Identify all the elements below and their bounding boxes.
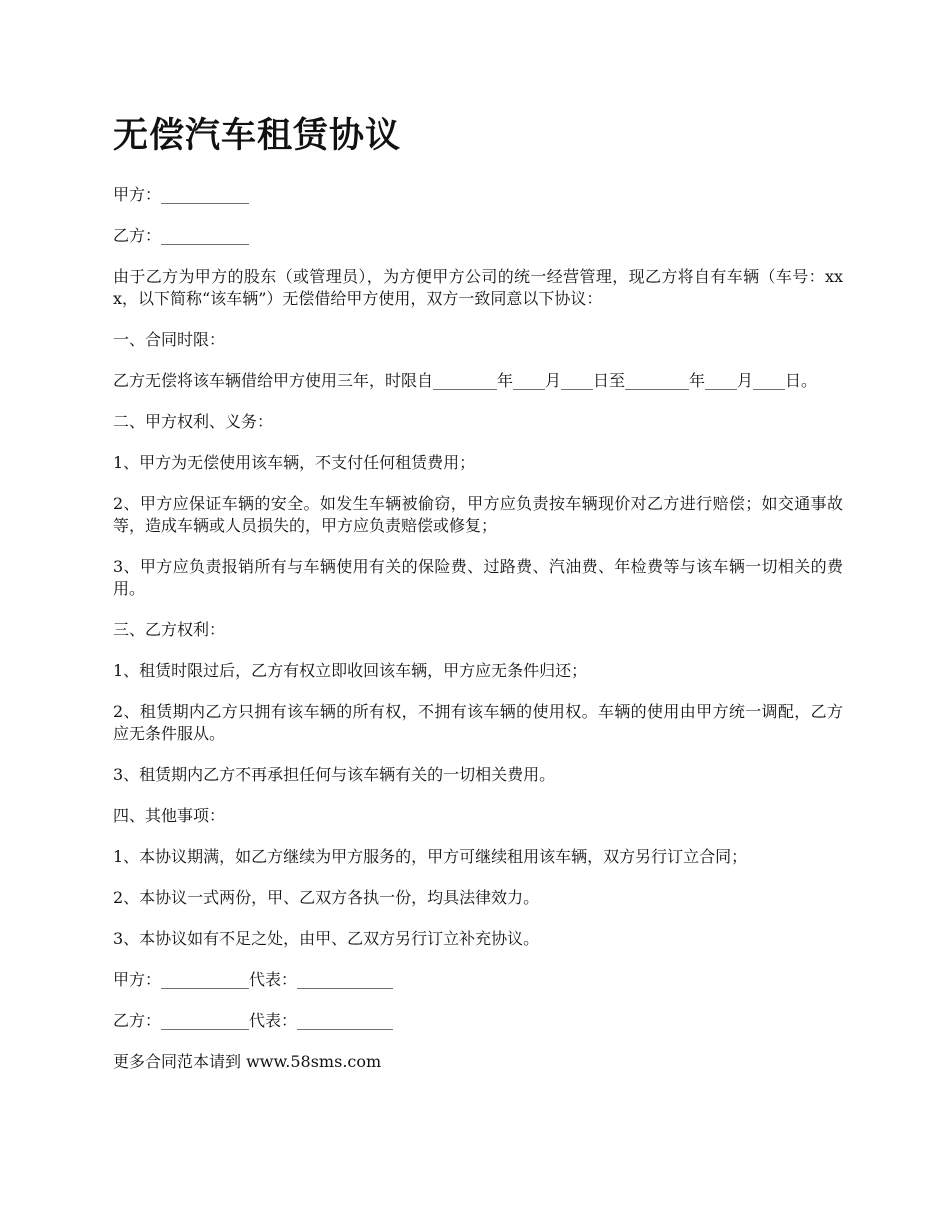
section-4-item-1: 1、本协议期满，如乙方继续为甲方服务的，甲方可继续租用该车辆，双方另行订立合同； [113, 847, 748, 866]
section-3-heading: 三、乙方权利： [113, 620, 226, 639]
document-page [113, 112, 843, 1092]
section-2-item-2: 2、甲方应保证车辆的安全。如发生车辆被偷窃，甲方应负责按车辆现价对乙方进行赔偿；如交通事故等，造成车辆或人员损失的，甲方应负责赔偿或修复； [113, 494, 843, 535]
document-title: 无偿汽车租赁协议 [113, 115, 402, 156]
party-b-line: 乙方：___________ [113, 226, 250, 245]
party-a-line: 甲方：___________ [113, 185, 250, 204]
section-4-item-2: 2、本协议一式两份，甲、乙双方各执一份，均具法律效力。 [113, 888, 540, 907]
signature-party-b: 乙方：___________代表：____________ [113, 1011, 394, 1030]
section-3-item-1: 1、租赁时限过后，乙方有权立即收回该车辆，甲方应无条件归还； [113, 661, 588, 680]
section-2-item-3: 3、甲方应负责报销所有与车辆使用有关的保险费、过路费、汽油费、年检费等与该车辆一切相关的费用。 [113, 557, 843, 598]
section-1-term: 乙方无偿将该车辆借给甲方使用三年，时限自________年____月____日至________年____月____日。 [113, 371, 818, 390]
section-3-item-3: 3、租赁期内乙方不再承担任何与该车辆有关的一切相关费用。 [113, 765, 556, 784]
preamble-paragraph: 由于乙方为甲方的股东（或管理员），为方便甲方公司的统一经营管理，现乙方将自有车辆（车号：xxx，以下简称“该车辆”）无偿借给甲方使用，双方一致同意以下协议： [113, 267, 843, 308]
section-2-heading: 二、甲方权利、义务： [113, 412, 274, 431]
section-2-item-1: 1、甲方为无偿使用该车辆，不支付任何租赁费用； [113, 453, 476, 472]
section-4-item-3: 3、本协议如有不足之处，由甲、乙双方另行订立补充协议。 [113, 929, 540, 948]
section-3-item-2: 2、租赁期内乙方只拥有该车辆的所有权，不拥有该车辆的使用权。车辆的使用由甲方统一调配，乙方应无条件服从。 [113, 702, 843, 743]
signature-party-a: 甲方：___________代表：____________ [113, 970, 394, 989]
section-4-heading: 四、其他事项： [113, 806, 226, 825]
section-1-heading: 一、合同时限： [113, 330, 226, 349]
footer-note: 更多合同范本请到 www.58sms.com [113, 1052, 382, 1071]
